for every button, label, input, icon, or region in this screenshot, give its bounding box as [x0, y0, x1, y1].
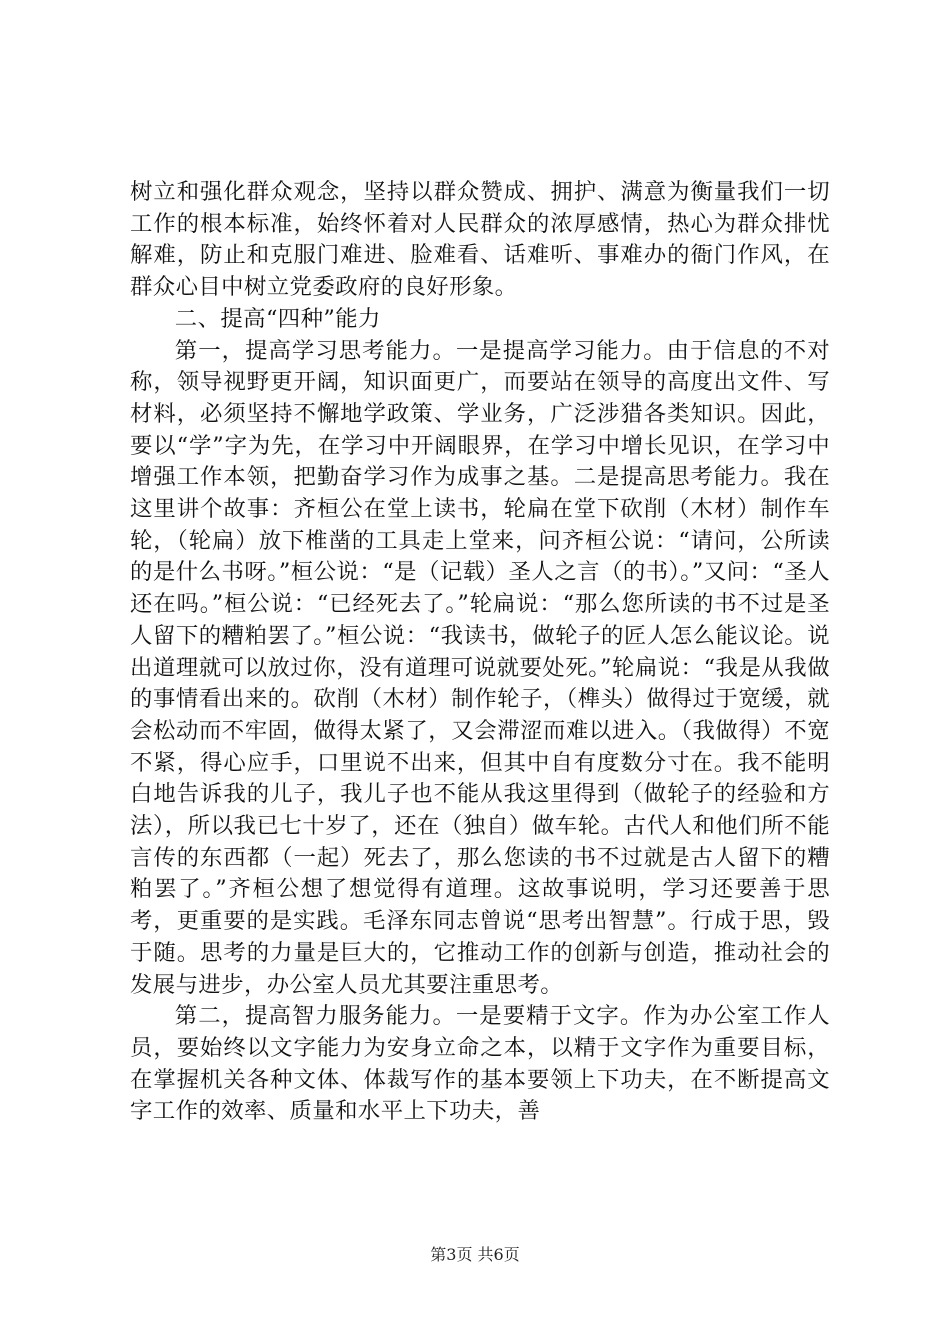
paragraph-learning-thinking: 第一，提高学习思考能力。一是提高学习能力。由于信息的不对称，领导视野更开阔，知识面更广，而要站在领导的高度出文件、写材料，必须坚持不懈地学政策、学业务，广泛涉猎各类知识。因此，要以“学”字为先，在学习中开阔眼界，在学习中增长见识，在学习中增强工作本领，把勤奋学习作为成事之基。二是提高思考能力。我在这里讲个故事：齐桓公在堂上读书，轮扁在堂下砍削（木材）制作车轮，（轮扁）放下椎凿的工具走上堂来，问齐桓公说：“请问，公所读的是什么书呀。”桓公说：“是（记载）圣人之言（的书）。”又问：“圣人还在吗。”桓公说：“已经死去了。”轮扁说：“那么您所读的书不过是圣人留下的糟粕罢了。”桓公说：“我读书，做轮子的匠人怎么能议论。说出道理就可以放过你，没有道理可说就要处死。”轮扁说：“我是从我做的事情看出来的。砍削（木材）制作轮子，（榫头）做得过于宽缓，就会松动而不牢固，做得太紧了，又会滞涩而难以进入。（我做得）不宽不紧，得心应手，口里说不出来，但其中自有度数分寸在。我不能明白地告诉我的儿子，我儿子也不能从我这里得到（做轮子的经验和方法），所以我已七十岁了，还在（独自）做车轮。古代人和他们所不能言传的东西都（一起）死去了，那么您读的书不过就是古人留下的糟粕罢了。”齐桓公想了想觉得有道理。这故事说明，学习还要善于思考，更重要的是实践。毛泽东同志曾说“思考出智慧”。行成于思，毁于随。思考的力量是巨大的，它推动工作的创新与创造，推动社会的发展与进步，办公室人员尤其要注重思考。 [130, 337, 830, 998]
paragraph-continuation: 树立和强化群众观念，坚持以群众赞成、拥护、满意为衡量我们一切工作的根本标准，始终怀着对人民群众的浓厚感情，热心为群众排忧解难，防止和克服门难进、脸难看、话难听、事难办的衙门作风，在群众心目中树立党委政府的良好形象。 [130, 179, 830, 301]
document-body [130, 177, 830, 1128]
section-heading: 二、提高“四种”能力 [174, 305, 381, 332]
paragraph-intellectual-service: 第二，提高智力服务能力。一是要精于文字。作为办公室工作人员，要始终以文字能力为安身立命之本，以精于文字作为重要目标，在掌握机关各种文体、体裁写作的基本要领上下功夫，在不断提高文字工作的效率、质量和水平上下功夫，善 [130, 1003, 830, 1125]
page-number: 第3页 共6页 [430, 1245, 520, 1264]
